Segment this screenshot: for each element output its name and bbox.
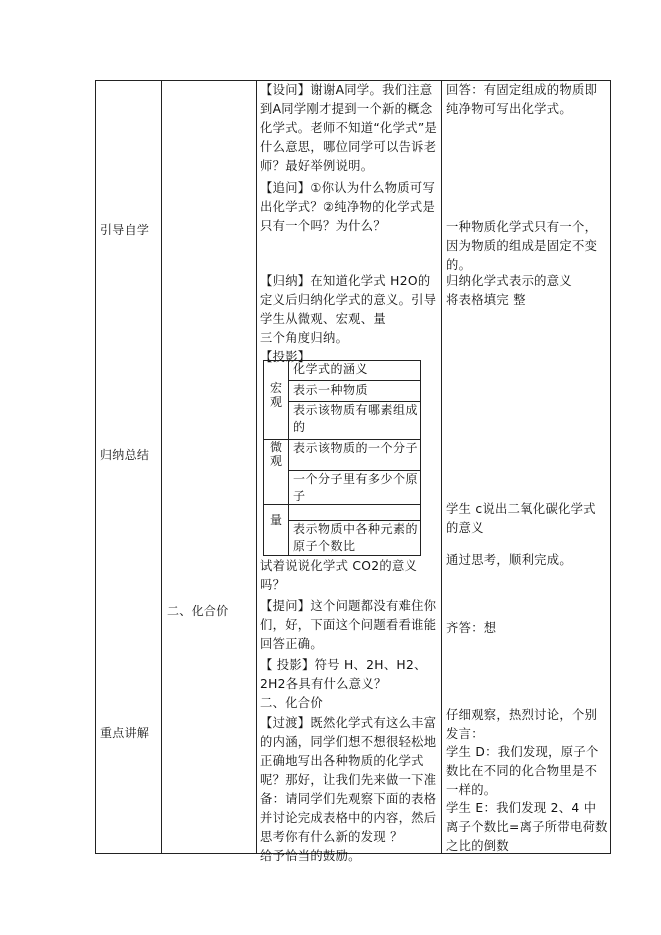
stage-guided-study: 引导自学	[100, 223, 150, 237]
macro-label: 宏观	[269, 381, 282, 409]
macro-row-2: 表示该物质有哪素组成的	[293, 403, 419, 434]
teacher-summary-cont: 三个角度归纳。	[260, 331, 349, 345]
column-divider	[161, 81, 162, 853]
student-answer-2: 一种物质化学式只有一个，因为物质的组成是固定不变的。	[446, 220, 598, 272]
student-discussion: 仔细观察，热烈讨论，个别发言：	[446, 708, 598, 741]
teacher-co2-question: 试着说说化学式 CO2的意义吗？	[260, 559, 418, 592]
teacher-question-1: 【设问】谢谢A同学。我们注意到A同学刚才提到一个新的概念 化学式。老师不知道“化学式”是什么意思，哪位同学可以告诉老师？最好举例说明。	[260, 83, 438, 173]
student-fill-table: 将表格填完 整	[446, 293, 526, 307]
micro-row-2: 一个分子里有多少个原子	[293, 472, 419, 503]
student-c-answer: 学生 c说出二氧化碳化学式的意义	[446, 502, 596, 535]
teacher-encouragement: 给予恰当的鼓励。	[260, 849, 361, 863]
student-d-answer: 学生 D：我们发现，原子个数比在不同的化合物里是不一样的。	[446, 745, 599, 797]
quantity-row-2: 表示物质中各种元素的原子个数比	[293, 522, 419, 553]
teacher-summary: 【归纳】在知道化学式 H2O的定义后归纳化学式的意义。引导学生从微观、宏观、量	[260, 274, 437, 326]
micro-label: 微观	[269, 440, 282, 468]
teacher-follow-up: 【追问】①你认为什么物质可写出化学式？②纯净物的化学式是只有一个吗？为什么？	[260, 181, 436, 233]
teacher-question-2: 【提问】这个问题都没有难住你们，好，下面这个问题看看谁能回答正确。	[260, 599, 437, 651]
student-answer-1: 回答：有固定组成的物质即纯净物可写出化学式。	[446, 83, 598, 116]
student-summarize: 归纳化学式表示的意义	[446, 274, 572, 288]
student-completed: 通过思考，顺利完成。	[446, 553, 572, 567]
teacher-later-block	[260, 557, 438, 866]
macro-row-1: 表示一种物质	[293, 383, 369, 397]
teacher-projection-label: 【投影】	[260, 350, 311, 364]
topic-label: 二、化合价	[167, 604, 229, 618]
teacher-summary-block	[260, 272, 438, 367]
column-divider	[256, 81, 257, 853]
student-chorus: 齐答：想	[446, 621, 497, 635]
lesson-plan-table	[95, 80, 611, 863]
column-divider	[441, 81, 442, 853]
teacher-section-heading: 二、化合价	[260, 696, 323, 710]
stage-key-explanation: 重点讲解	[100, 726, 150, 740]
projection-header: 化学式的涵义	[293, 362, 369, 376]
stage-summary: 归纳总结	[100, 448, 150, 462]
inner-column-divider	[288, 361, 289, 555]
projection-table	[263, 360, 421, 556]
inner-row-divider	[288, 380, 420, 381]
teacher-projection-2: 【 投影】符号 H、2H、H2、2H2各具有什么意义？	[260, 658, 427, 691]
quantity-label: 量	[269, 513, 282, 527]
teacher-transition: 【过渡】既然化学式有这么丰富的内涵，同学们想不想很轻松地正确地写出各种物质的化学式呢？那好，让我们先来做一下准备：请同学们先观察下面的表格并讨论完成表格中的内容，然后思考你有什么新的发现 ？	[260, 716, 437, 844]
micro-row-1: 表示该物质的一个分子	[293, 441, 419, 455]
student-e-answer: 学生 E：我们发现 2、4 中离子个数比=离子所带电荷数之比的倒数	[446, 801, 608, 853]
teacher-activities	[260, 81, 438, 236]
